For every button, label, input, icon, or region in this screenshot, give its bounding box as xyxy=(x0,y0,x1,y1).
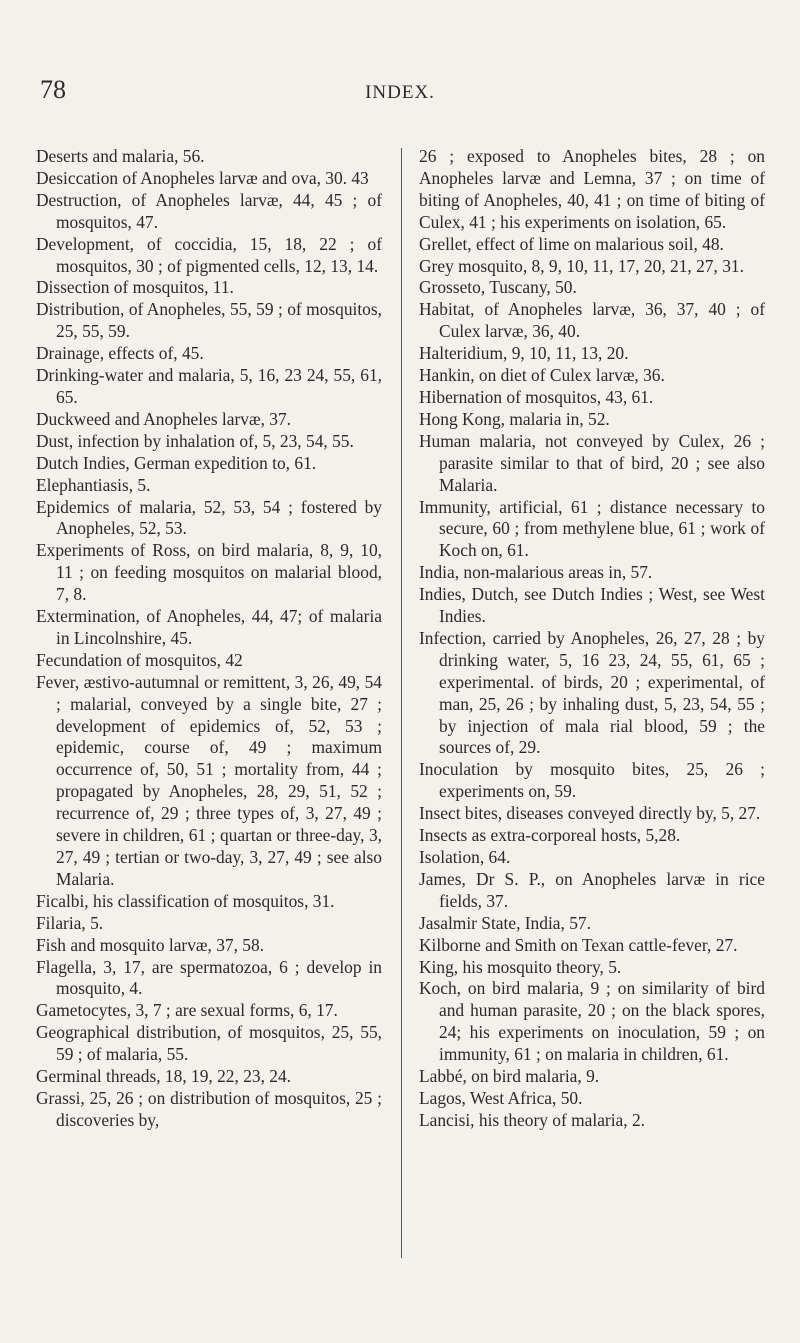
index-entry: India, non-malarious areas in, 57. xyxy=(419,562,653,583)
index-entry: Germinal threads, 18, 19, 22, 23, 24. xyxy=(36,1066,292,1087)
index-entry: Fecundation of mosquitos, 42 xyxy=(36,649,243,670)
index-entry: Hibernation of mosquitos, 43, 61. xyxy=(419,386,654,407)
index-entry: Labbé, on bird malaria, 9. xyxy=(419,1066,600,1087)
index-entry: Fever, æstivo-autumnal or remittent, 3, 26, 49, 54 ; malarial, conveyed by a single bite, 27 ; development of epidemics of, 52, 53 ; epidemic, course of, 49 ; maximum occurrence of, 50, 51 ; mortality from, 44 ; propagated by Anopheles, 28, 29, 51, 52 ; recurrence of, 29 ; three types of, 3, 27, 49 ; severe in children, 61 ; quartan or three-day, 3, 27, 49 ; tertian or two-day, 3, 27, 49 ; see also Malaria. xyxy=(36,671,382,889)
index-entry: James, Dr S. P., on Anopheles larvæ in rice fields, 37. xyxy=(419,868,765,911)
index-entry-continuation: 26 ; exposed to Anopheles bites, 28 ; on Anopheles larvæ and Lemna, 37 ; on time of biting of Anopheles, 40, 41 ; on time of biting of Culex, 41 ; his experiments on isolation, 65. xyxy=(419,146,765,232)
index-entry: Indies, Dutch, see Dutch Indies ; West, see West Indies. xyxy=(419,584,765,627)
index-column-right xyxy=(419,146,765,1132)
index-entry: Desiccation of Anopheles larvæ and ova, 30. 43 xyxy=(36,167,369,188)
index-entry: Elephantiasis, 5. xyxy=(36,474,151,495)
index-entry: Drainage, effects of, 45. xyxy=(36,343,204,364)
index-entry: Filaria, 5. xyxy=(36,912,104,933)
page-number: 78 xyxy=(40,75,66,104)
index-entry: Extermination, of Anopheles, 44, 47; of malaria in Lincolnshire, 45. xyxy=(36,606,382,648)
index-entry: Dissection of mosquitos, 11. xyxy=(36,277,234,298)
index-entry: Halteridium, 9, 10, 11, 13, 20. xyxy=(419,343,629,364)
index-entry: Human malaria, not conveyed by Culex, 26 ; parasite similar to that of bird, 20 ; see also Malaria. xyxy=(419,430,765,495)
index-entry: Ficalbi, his classification of mosquitos, 31. xyxy=(36,890,335,911)
index-entry: Insect bites, diseases conveyed directly by, 5, 27. xyxy=(419,803,761,824)
index-entry: Experiments of Ross, on bird malaria, 8, 9, 10, 11 ; on feeding mosquitos on malarial blood, 7, 8. xyxy=(36,540,382,605)
index-entry: Grassi, 25, 26 ; on distribution of mosquitos, 25 ; discoveries by, xyxy=(36,1087,382,1130)
index-entry: Immunity, artificial, 61 ; distance necessary to secure, 60 ; from methylene blue, 61 ; work of Koch on, 61. xyxy=(419,496,765,561)
index-entry: Jasalmir State, India, 57. xyxy=(419,912,591,933)
index-entry: Geographical distribution, of mosquitos, 25, 55, 59 ; of malaria, 55. xyxy=(36,1022,382,1065)
index-entry: Kilborne and Smith on Texan cattle-fever, 27. xyxy=(419,934,738,955)
index-entry: Grey mosquito, 8, 9, 10, 11, 17, 20, 21, 27, 31. xyxy=(419,255,744,276)
index-entry: Duckweed and Anopheles larvæ, 37. xyxy=(36,408,291,429)
index-entry: Distribution, of Anopheles, 55, 59 ; of mosquitos, 25, 55, 59. xyxy=(36,299,382,342)
index-entry: Destruction, of Anopheles larvæ, 44, 45 ; of mosquitos, 47. xyxy=(36,189,382,232)
index-entry: Hankin, on diet of Culex larvæ, 36. xyxy=(419,365,665,386)
index-entry: Grellet, effect of lime on malarious soil, 48. xyxy=(419,233,724,254)
index-entry: Infection, carried by Anopheles, 26, 27, 28 ; by drinking water, 5, 16 23, 24, 55, 61, 65 ; experimental. of birds, 20 ; experimental, of man, 25, 26 ; by inhaling dust, 5, 23, 54, 55 ; by injection of mala rial blood, 59 ; the sources of, 29. xyxy=(419,627,765,758)
column-divider xyxy=(401,148,402,1258)
index-entry: Drinking-water and malaria, 5, 16, 23 24, 55, 61, 65. xyxy=(36,365,382,407)
index-entry: Habitat, of Anopheles larvæ, 36, 37, 40 ; of Culex larvæ, 36, 40. xyxy=(419,299,765,342)
running-head: INDEX. xyxy=(365,82,435,103)
index-entry: Hong Kong, malaria in, 52. xyxy=(419,408,610,429)
index-entry: Lagos, West Africa, 50. xyxy=(419,1087,583,1108)
index-entry: Lancisi, his theory of malaria, 2. xyxy=(419,1109,646,1130)
index-entry: Inoculation by mosquito bites, 25, 26 ; experiments on, 59. xyxy=(419,759,765,802)
index-entry: Koch, on bird malaria, 9 ; on similarity of bird and human parasite, 20 ; on the black spores, 24; his experiments on inoculation, 59 ; on immunity, 61 ; on malaria in children, 61. xyxy=(419,978,765,1065)
index-entry: Development, of coccidia, 15, 18, 22 ; of mosquitos, 30 ; of pigmented cells, 12, 13, 14. xyxy=(36,233,382,276)
index-entry: Insects as extra-corporeal hosts, 5,28. xyxy=(419,825,681,846)
index-entry: Isolation, 64. xyxy=(419,847,511,867)
index-entry: Deserts and malaria, 56. xyxy=(36,146,205,166)
index-entry: Epidemics of malaria, 52, 53, 54 ; fostered by Anopheles, 52, 53. xyxy=(36,496,382,539)
index-column-left xyxy=(36,146,382,1132)
index-entry: Grosseto, Tuscany, 50. xyxy=(419,277,577,298)
index-entry: Gametocytes, 3, 7 ; are sexual forms, 6, 17. xyxy=(36,1000,338,1021)
index-entry: Dutch Indies, German expedition to, 61. xyxy=(36,452,317,473)
index-entry: Fish and mosquito larvæ, 37, 58. xyxy=(36,934,265,955)
index-entry: Flagella, 3, 17, are spermatozoa, 6 ; develop in mosquito, 4. xyxy=(36,956,382,999)
index-entry: Dust, infection by inhalation of, 5, 23, 54, 55. xyxy=(36,430,354,451)
index-entry: King, his mosquito theory, 5. xyxy=(419,956,622,977)
